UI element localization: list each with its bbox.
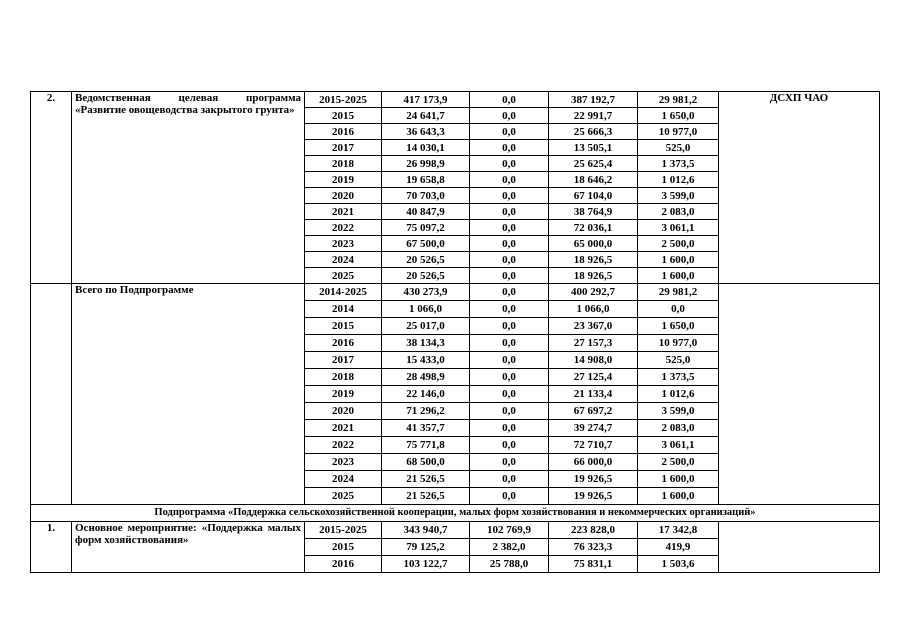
total-cell: 75 771,8 (382, 437, 470, 454)
federal-cell: 0,0 (470, 318, 549, 335)
total-cell: 343 940,7 (382, 522, 470, 539)
federal-cell: 0,0 (470, 108, 549, 124)
other-cell: 3 599,0 (638, 188, 719, 204)
responsible-executor: ДСХП ЧАО (719, 92, 880, 284)
other-cell: 1 600,0 (638, 252, 719, 268)
regional-cell: 13 505,1 (549, 140, 638, 156)
subprogram-heading-row (31, 505, 880, 522)
total-cell: 41 357,7 (382, 420, 470, 437)
item-number (31, 284, 72, 505)
federal-cell: 0,0 (470, 301, 549, 318)
regional-cell: 25 625,4 (549, 156, 638, 172)
year-cell: 2015 (305, 108, 382, 124)
total-cell: 36 643,3 (382, 124, 470, 140)
federal-cell: 0,0 (470, 252, 549, 268)
other-cell: 1 012,6 (638, 172, 719, 188)
program-name: Всего по Подпрограмме (72, 284, 305, 505)
item-number: 2. (31, 92, 72, 284)
year-cell: 2022 (305, 220, 382, 236)
year-cell: 2024 (305, 252, 382, 268)
year-cell: 2021 (305, 420, 382, 437)
total-cell: 22 146,0 (382, 386, 470, 403)
regional-cell: 1 066,0 (549, 301, 638, 318)
year-cell: 2023 (305, 454, 382, 471)
year-cell: 2016 (305, 124, 382, 140)
other-cell: 525,0 (638, 140, 719, 156)
regional-cell: 18 926,5 (549, 268, 638, 284)
regional-cell: 400 292,7 (549, 284, 638, 301)
total-cell: 20 526,5 (382, 268, 470, 284)
total-cell: 103 122,7 (382, 556, 470, 573)
total-cell: 25 017,0 (382, 318, 470, 335)
regional-cell: 387 192,7 (549, 92, 638, 108)
other-cell: 1 650,0 (638, 108, 719, 124)
regional-cell: 18 926,5 (549, 252, 638, 268)
federal-cell: 0,0 (470, 156, 549, 172)
year-cell: 2017 (305, 140, 382, 156)
federal-cell: 0,0 (470, 172, 549, 188)
other-cell: 0,0 (638, 301, 719, 318)
total-cell: 26 998,9 (382, 156, 470, 172)
regional-cell: 72 710,7 (549, 437, 638, 454)
total-cell: 14 030,1 (382, 140, 470, 156)
regional-cell: 18 646,2 (549, 172, 638, 188)
regional-cell: 25 666,3 (549, 124, 638, 140)
other-cell: 1 650,0 (638, 318, 719, 335)
year-cell: 2020 (305, 403, 382, 420)
regional-cell: 76 323,3 (549, 539, 638, 556)
table-body (31, 92, 880, 573)
responsible-executor (719, 284, 880, 505)
other-cell: 3 061,1 (638, 437, 719, 454)
year-cell: 2021 (305, 204, 382, 220)
year-cell: 2020 (305, 188, 382, 204)
other-cell: 29 981,2 (638, 284, 719, 301)
regional-cell: 65 000,0 (549, 236, 638, 252)
other-cell: 1 373,5 (638, 156, 719, 172)
table-row (31, 284, 880, 301)
total-cell: 79 125,2 (382, 539, 470, 556)
other-cell: 2 500,0 (638, 236, 719, 252)
regional-cell: 75 831,1 (549, 556, 638, 573)
other-cell: 3 599,0 (638, 403, 719, 420)
total-cell: 21 526,5 (382, 471, 470, 488)
year-cell: 2018 (305, 369, 382, 386)
other-cell: 1 373,5 (638, 369, 719, 386)
year-cell: 2014-2025 (305, 284, 382, 301)
federal-cell: 0,0 (470, 335, 549, 352)
regional-cell: 66 000,0 (549, 454, 638, 471)
federal-cell: 0,0 (470, 352, 549, 369)
total-cell: 417 173,9 (382, 92, 470, 108)
other-cell: 29 981,2 (638, 92, 719, 108)
federal-cell: 0,0 (470, 386, 549, 403)
total-cell: 1 066,0 (382, 301, 470, 318)
regional-cell: 19 926,5 (549, 471, 638, 488)
table-row (31, 522, 880, 539)
federal-cell: 0,0 (470, 420, 549, 437)
total-cell: 40 847,9 (382, 204, 470, 220)
year-cell: 2022 (305, 437, 382, 454)
year-cell: 2018 (305, 156, 382, 172)
total-cell: 68 500,0 (382, 454, 470, 471)
item-number: 1. (31, 522, 72, 573)
other-cell: 10 977,0 (638, 335, 719, 352)
year-cell: 2014 (305, 301, 382, 318)
total-cell: 71 296,2 (382, 403, 470, 420)
other-cell: 525,0 (638, 352, 719, 369)
federal-cell: 0,0 (470, 488, 549, 505)
other-cell: 10 977,0 (638, 124, 719, 140)
regional-cell: 19 926,5 (549, 488, 638, 505)
federal-cell: 0,0 (470, 124, 549, 140)
total-cell: 24 641,7 (382, 108, 470, 124)
total-cell: 15 433,0 (382, 352, 470, 369)
regional-cell: 22 991,7 (549, 108, 638, 124)
year-cell: 2015 (305, 539, 382, 556)
other-cell: 1 600,0 (638, 268, 719, 284)
year-cell: 2025 (305, 268, 382, 284)
federal-cell: 0,0 (470, 437, 549, 454)
total-cell: 75 097,2 (382, 220, 470, 236)
program-name: Ведомственная целевая программа «Развитие овощеводства закрытого грунта» (72, 92, 305, 284)
total-cell: 20 526,5 (382, 252, 470, 268)
federal-cell: 0,0 (470, 220, 549, 236)
subprogram-title: Подпрограмма «Поддержка сельскохозяйственной кооперации, малых форм хозяйствования и некоммерческих организаций» (31, 505, 880, 522)
other-cell: 17 342,8 (638, 522, 719, 539)
total-cell: 430 273,9 (382, 284, 470, 301)
regional-cell: 27 125,4 (549, 369, 638, 386)
other-cell: 419,9 (638, 539, 719, 556)
total-cell: 28 498,9 (382, 369, 470, 386)
federal-cell: 25 788,0 (470, 556, 549, 573)
other-cell: 1 600,0 (638, 471, 719, 488)
regional-cell: 72 036,1 (549, 220, 638, 236)
federal-cell: 0,0 (470, 454, 549, 471)
total-cell: 70 703,0 (382, 188, 470, 204)
regional-cell: 38 764,9 (549, 204, 638, 220)
regional-cell: 21 133,4 (549, 386, 638, 403)
federal-cell: 0,0 (470, 92, 549, 108)
program-name: Основное мероприятие: «Поддержка малых форм хозяйствования» (72, 522, 305, 573)
federal-cell: 0,0 (470, 188, 549, 204)
year-cell: 2019 (305, 386, 382, 403)
regional-cell: 23 367,0 (549, 318, 638, 335)
year-cell: 2016 (305, 335, 382, 352)
table-row (31, 92, 880, 108)
regional-cell: 67 697,2 (549, 403, 638, 420)
other-cell: 2 083,0 (638, 204, 719, 220)
year-cell: 2019 (305, 172, 382, 188)
federal-cell: 0,0 (470, 236, 549, 252)
total-cell: 38 134,3 (382, 335, 470, 352)
federal-cell: 0,0 (470, 204, 549, 220)
regional-cell: 223 828,0 (549, 522, 638, 539)
other-cell: 1 012,6 (638, 386, 719, 403)
total-cell: 21 526,5 (382, 488, 470, 505)
federal-cell: 2 382,0 (470, 539, 549, 556)
year-cell: 2016 (305, 556, 382, 573)
regional-cell: 27 157,3 (549, 335, 638, 352)
federal-cell: 0,0 (470, 284, 549, 301)
federal-cell: 102 769,9 (470, 522, 549, 539)
other-cell: 2 083,0 (638, 420, 719, 437)
regional-cell: 14 908,0 (549, 352, 638, 369)
year-cell: 2015 (305, 318, 382, 335)
other-cell: 3 061,1 (638, 220, 719, 236)
other-cell: 2 500,0 (638, 454, 719, 471)
federal-cell: 0,0 (470, 140, 549, 156)
regional-cell: 67 104,0 (549, 188, 638, 204)
year-cell: 2024 (305, 471, 382, 488)
total-cell: 67 500,0 (382, 236, 470, 252)
federal-cell: 0,0 (470, 471, 549, 488)
federal-cell: 0,0 (470, 403, 549, 420)
year-cell: 2017 (305, 352, 382, 369)
other-cell: 1 503,6 (638, 556, 719, 573)
budget-table (30, 91, 880, 573)
other-cell: 1 600,0 (638, 488, 719, 505)
year-cell: 2015-2025 (305, 522, 382, 539)
year-cell: 2015-2025 (305, 92, 382, 108)
federal-cell: 0,0 (470, 268, 549, 284)
federal-cell: 0,0 (470, 369, 549, 386)
responsible-executor (719, 522, 880, 573)
total-cell: 19 658,8 (382, 172, 470, 188)
regional-cell: 39 274,7 (549, 420, 638, 437)
year-cell: 2023 (305, 236, 382, 252)
year-cell: 2025 (305, 488, 382, 505)
